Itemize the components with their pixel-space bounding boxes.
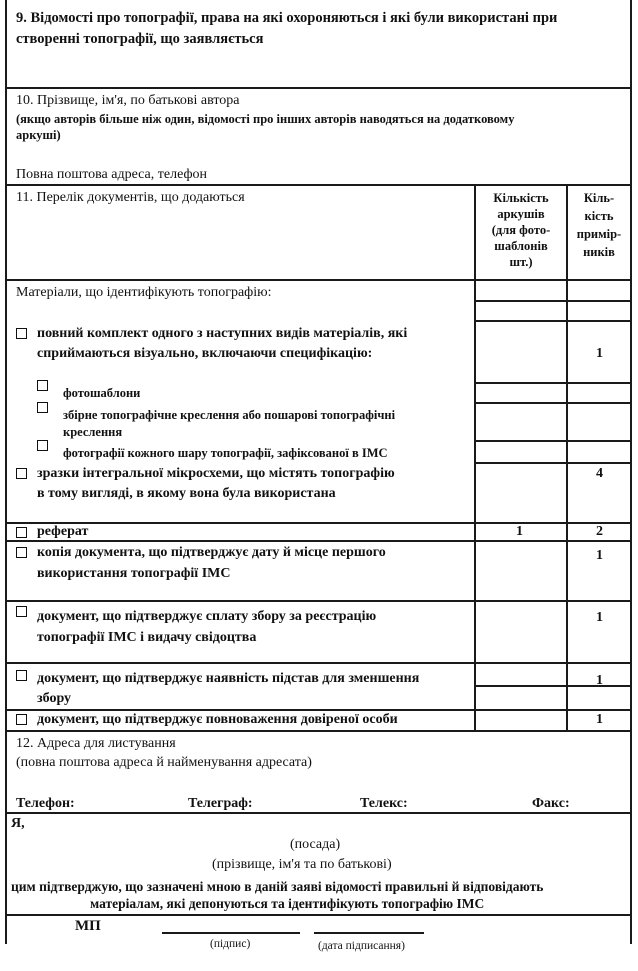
section-9-line1: 9. Відомості про топографії, права на які охороняються і які були використані при xyxy=(16,10,558,26)
item-checkbox[interactable] xyxy=(16,468,27,479)
item-text: документ, що підтверджує сплату збору за реєстрацію xyxy=(37,609,377,624)
item-text: збірне топографічне креслення або пошарові топографічні xyxy=(63,408,396,422)
cell-line xyxy=(474,685,632,687)
stamp-label: МП xyxy=(75,918,101,934)
cell-line xyxy=(474,320,632,322)
item-text: документ, що підтверджує повноваження довіреної особи xyxy=(37,712,398,727)
fax-label: Факс: xyxy=(532,796,570,811)
item-checkbox[interactable] xyxy=(37,380,48,391)
item-checkbox[interactable] xyxy=(16,606,27,617)
declaration-line2: матеріалам, які депонуються та ідентифікують топографію ІМС xyxy=(90,896,485,911)
section-12-title: 12. Адреса для листування xyxy=(16,736,176,751)
item-text: фотографії кожного шару топографії, зафіксованої в ІМС xyxy=(63,446,388,460)
signature-line xyxy=(162,932,300,934)
item-checkbox[interactable] xyxy=(16,328,27,339)
divider-12-decl xyxy=(5,812,632,814)
item-checkbox[interactable] xyxy=(16,527,27,538)
section-9-line2: створенні топографії, що заявляється xyxy=(16,31,264,47)
divider-11-12 xyxy=(5,730,632,732)
col-header-copies-4: ників xyxy=(583,245,615,259)
item-text: повний комплект одного з наступних видів матеріалів, які xyxy=(37,326,408,341)
item-checkbox[interactable] xyxy=(16,670,27,681)
divider-decl-footer xyxy=(5,914,632,916)
telegraph-label: Телеграф: xyxy=(188,796,253,811)
section-10-note-line2: аркуші) xyxy=(16,128,61,142)
item-text: в тому вигляді, в якому вона була використана xyxy=(37,486,336,501)
col-header-copies-2: кість xyxy=(584,209,614,223)
declaration-i: Я, xyxy=(11,816,25,831)
section-10-title: 10. Прізвище, ім'я, по батькові автора xyxy=(16,93,240,108)
section-12-note: (повна поштова адреса й найменування адресата) xyxy=(16,755,312,770)
materials-heading: Матеріали, що ідентифікують топографію: xyxy=(16,285,272,300)
signature-caption: (підпис) xyxy=(210,938,251,950)
item-copies: 1 xyxy=(596,346,603,361)
frame-left xyxy=(5,0,7,944)
item-copies: 2 xyxy=(596,524,603,539)
section-10-note-line1: (якщо авторів більше ніж один, відомості про інших авторів наводяться на додатковому xyxy=(16,112,515,126)
item-text: сприймаються візуально, включаючи специфікацію: xyxy=(37,346,373,361)
item-copies: 1 xyxy=(596,610,603,625)
item-copies: 1 xyxy=(596,548,603,563)
item-text: документ, що підтверджує наявність підстав для зменшення xyxy=(37,671,420,686)
cell-line xyxy=(474,300,632,302)
row-divider xyxy=(5,540,632,542)
col-header-sheets-4: шаблонів xyxy=(494,239,548,253)
item-copies: 4 xyxy=(596,466,603,481)
item-sheets: 1 xyxy=(516,524,523,539)
col-divider-copies xyxy=(566,184,568,730)
item-copies: 1 xyxy=(596,712,603,727)
date-line xyxy=(314,932,424,934)
date-caption: (дата підписання) xyxy=(318,940,405,952)
item-checkbox[interactable] xyxy=(37,440,48,451)
item-text: копія документа, що підтверджує дату й місце першого xyxy=(37,545,386,560)
cell-line xyxy=(474,440,632,442)
col-header-copies-1: Кіль- xyxy=(583,191,615,205)
item-text: зразки інтегральної мікросхеми, що містять топографію xyxy=(37,466,395,481)
item-checkbox[interactable] xyxy=(16,547,27,558)
row-divider xyxy=(5,522,632,524)
section-10-address-label: Повна поштова адреса, телефон xyxy=(16,167,208,182)
position-caption: (посада) xyxy=(290,837,341,852)
frame-right xyxy=(630,0,632,944)
item-copies: 1 xyxy=(596,673,603,688)
item-text: збору xyxy=(37,691,72,706)
divider-header-row xyxy=(5,279,632,281)
row-divider xyxy=(5,662,632,664)
row-divider xyxy=(5,709,632,711)
col-header-sheets-5: шт.) xyxy=(509,255,533,269)
item-text: реферат xyxy=(37,524,89,539)
col-header-sheets-2: аркушів xyxy=(497,207,545,221)
telex-label: Телекс: xyxy=(360,796,408,811)
row-divider xyxy=(5,600,632,602)
full-name-caption: (прізвище, ім'я та по батькові) xyxy=(212,857,392,872)
col-header-sheets-3: (для фото- xyxy=(491,223,551,237)
cell-line xyxy=(474,382,632,384)
item-checkbox[interactable] xyxy=(16,714,27,725)
phone-label: Телефон: xyxy=(16,796,75,811)
divider-10-11 xyxy=(5,184,632,186)
cell-line xyxy=(474,402,632,404)
item-checkbox[interactable] xyxy=(37,402,48,413)
col-header-sheets-1: Кількість xyxy=(493,191,549,205)
item-text: фотошаблони xyxy=(63,386,141,400)
divider-9-10 xyxy=(5,87,632,89)
cell-line xyxy=(474,462,632,464)
item-text: креслення xyxy=(63,425,123,439)
item-text: топографії ІМС і видачу свідоцтва xyxy=(37,630,257,645)
col-header-copies-3: примір- xyxy=(576,227,622,241)
declaration-line1: цим підтверджую, що зазначені мною в даній заяві відомості правильні й відповідають xyxy=(11,879,544,894)
section-11-title: 11. Перелік документів, що додаються xyxy=(16,190,245,205)
item-text: використання топографії ІМС xyxy=(37,566,231,581)
